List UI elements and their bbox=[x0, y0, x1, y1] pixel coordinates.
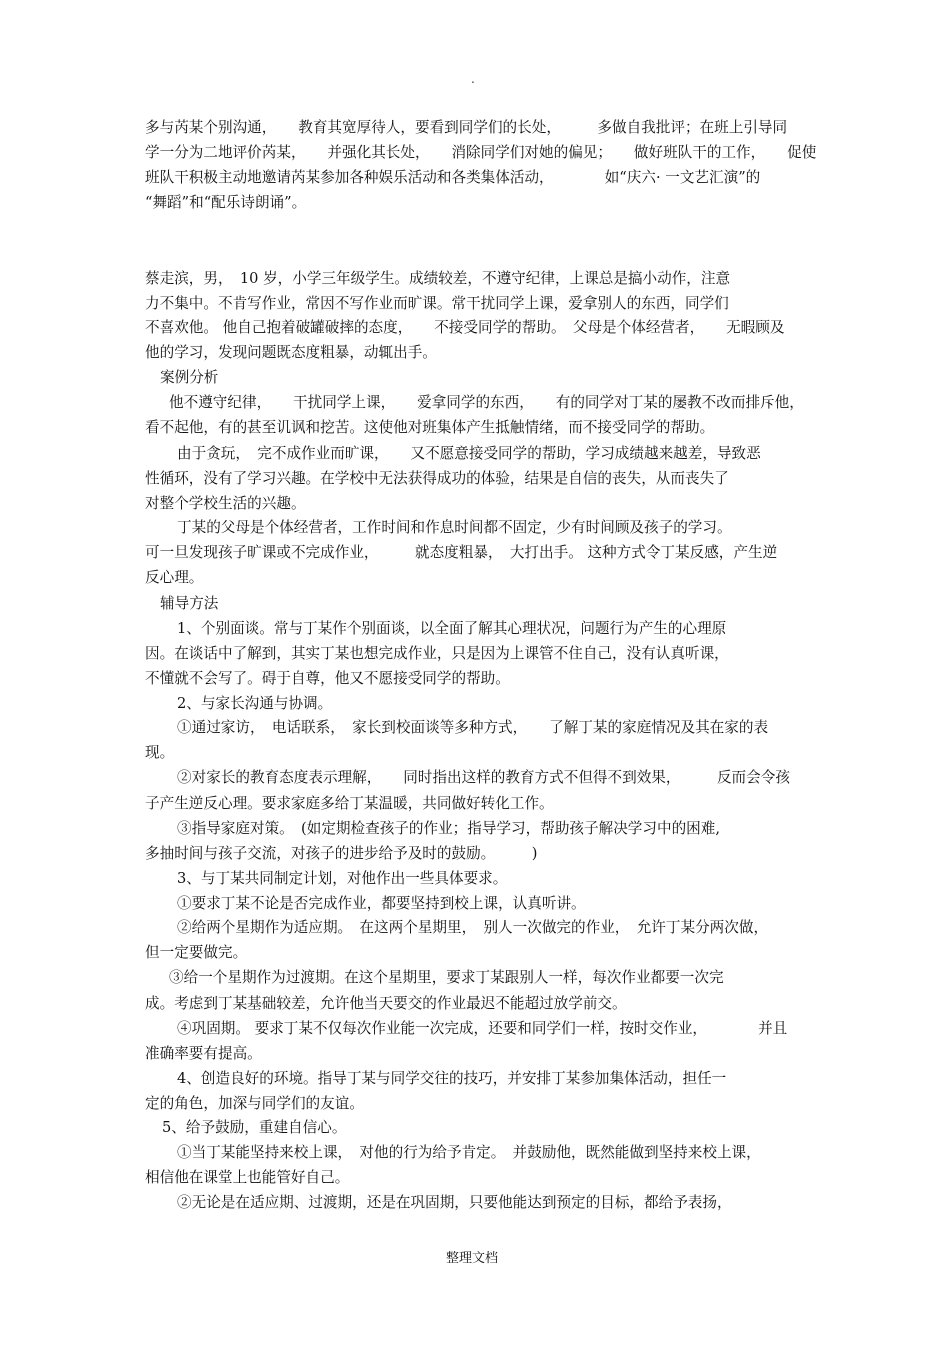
text-line: 蔡走滨，男， 10 岁，小学三年级学生。成绩较差，不遵守纪律，上课总是搞小动作，注意 bbox=[145, 270, 731, 287]
text-line: 学一分为二地评价芮某， 并强化其长处， 消除同学们对她的偏见； 做好班队干的工作， 促使 bbox=[145, 144, 817, 161]
text-line: 看不起他，有的甚至讥讽和挖苦。这使他对班集体产生抵触情绪，而不接受同学的帮助。 bbox=[145, 419, 715, 436]
page-footer: 整理文档 bbox=[446, 1251, 499, 1266]
text-line: 定的角色，加深与同学们的友谊。 bbox=[145, 1095, 364, 1112]
header-mark: . bbox=[471, 72, 475, 86]
text-line: 现。 bbox=[145, 744, 175, 761]
text-line: 由于贪玩， 完不成作业而旷课， 又不愿意接受同学的帮助，学习成绩越来越差，导致恶 bbox=[177, 445, 761, 462]
text-line: 准确率要有提高。 bbox=[145, 1045, 262, 1062]
text-line: ①通过家访， 电话联系， 家长到校面谈等多种方式， 了解丁某的家庭情况及其在家的表 bbox=[177, 719, 769, 736]
text-line: ①当丁某能坚持来校上课， 对他的行为给予肯定。 并鼓励他，既然能做到坚持来校上课， bbox=[177, 1144, 761, 1161]
text-line: 成。考虑到丁某基础较差，允许他当天要交的作业最迟不能超过放学前交。 bbox=[145, 995, 627, 1012]
text-line: 他不遵守纪律， 干扰同学上课， 爱拿同学的东西， 有的同学对丁某的屡教不改而排斥他， bbox=[169, 394, 804, 411]
text-line: 子产生逆反心理。要求家庭多给丁某温暖，共同做好转化工作。 bbox=[145, 795, 554, 812]
text-line: 2、与家长沟通与协调。 bbox=[177, 695, 333, 712]
text-line: 5、给予鼓励，重建自信心。 bbox=[162, 1119, 347, 1136]
text-line: ④巩固期。 要求丁某不仅每次作业能一次完成，还要和同学们一样，按时交作业， 并且 bbox=[177, 1020, 788, 1037]
text-line: ③给一个星期作为过渡期。在这个星期里，要求丁某跟别人一样，每次作业都要一次完 bbox=[169, 969, 724, 986]
text-line: ②给两个星期作为适应期。 在这两个星期里， 别人一次做完的作业， 允许丁某分两次做， bbox=[177, 919, 769, 936]
text-line: 多与芮某个别沟通， 教育其宽厚待人，要看到同学们的长处， 多做自我批评；在班上引导同 bbox=[145, 119, 788, 136]
text-line: 可一旦发现孩子旷课或不完成作业， 就态度粗暴， 大打出手。 这种方式令丁某反感，产生逆 bbox=[145, 544, 778, 561]
text-line: 因。在谈话中了解到，其实丁某也想完成作业，只是因为上课管不住自己，没有认真听课， bbox=[145, 645, 729, 662]
text-line: ③指导家庭对策。 (如定期检查孩子的作业；指导学习，帮助孩子解决学习中的困难, bbox=[177, 820, 721, 837]
text-line: 多抽时间与孩子交流，对孩子的进步给予及时的鼓励。 ) bbox=[145, 845, 538, 862]
text-line: ②无论是在适应期、过渡期，还是在巩固期，只要他能达到预定的目标，都给予表扬， bbox=[177, 1194, 732, 1211]
text-line: 不懂就不会写了。碍于自尊，他又不愿接受同学的帮助。 bbox=[145, 670, 510, 687]
text-line: “舞蹈”和“配乐诗朗诵”。 bbox=[145, 194, 307, 211]
text-line: 性循环，没有了学习兴趣。在学校中无法获得成功的体验，结果是自信的丧失，从而丧失了 bbox=[145, 470, 729, 487]
text-line: 反心理。 bbox=[145, 569, 204, 586]
text-line: 他的学习，发现问题既态度粗暴，动辄出手。 bbox=[145, 344, 437, 361]
text-line: 1、个别面谈。常与丁某作个别面谈，以全面了解其心理状况，问题行为产生的心理原 bbox=[177, 620, 727, 637]
text-line: 班队干积极主动地邀请芮某参加各种娱乐活动和各类集体活动， 如“庆六· 一文艺汇演”的 bbox=[145, 169, 761, 186]
section-heading: 辅导方法 bbox=[160, 595, 219, 612]
text-line: 力不集中。不肯写作业，常因不写作业而旷课。常干扰同学上课，爱拿别人的东西，同学们 bbox=[145, 295, 729, 312]
text-line: 4、创造良好的环境。指导丁某与同学交往的技巧，并安排丁某参加集体活动，担任一 bbox=[177, 1070, 727, 1087]
text-line: 不喜欢他。 他自己抱着破罐破摔的态度， 不接受同学的帮助。 父母是个体经营者， 无暇顾及 bbox=[145, 319, 785, 336]
text-line: 但一定要做完。 bbox=[145, 944, 248, 961]
text-line: 3、与丁某共同制定计划，对他作出一些具体要求。 bbox=[177, 870, 508, 887]
text-line: 相信他在课堂上也能管好自己。 bbox=[145, 1169, 350, 1186]
text-line: ②对家长的教育态度表示理解， 同时指出这样的教育方式不但得不到效果， 反而会令孩 bbox=[177, 769, 790, 786]
text-line: 对整个学校生活的兴趣。 bbox=[145, 495, 306, 512]
section-heading: 案例分析 bbox=[160, 369, 219, 386]
text-line: ①要求丁某不论是否完成作业，都要坚持到校上课，认真听讲。 bbox=[177, 895, 586, 912]
text-line: 丁某的父母是个体经营者，工作时间和作息时间都不固定，少有时间顾及孩子的学习。 bbox=[177, 519, 732, 536]
